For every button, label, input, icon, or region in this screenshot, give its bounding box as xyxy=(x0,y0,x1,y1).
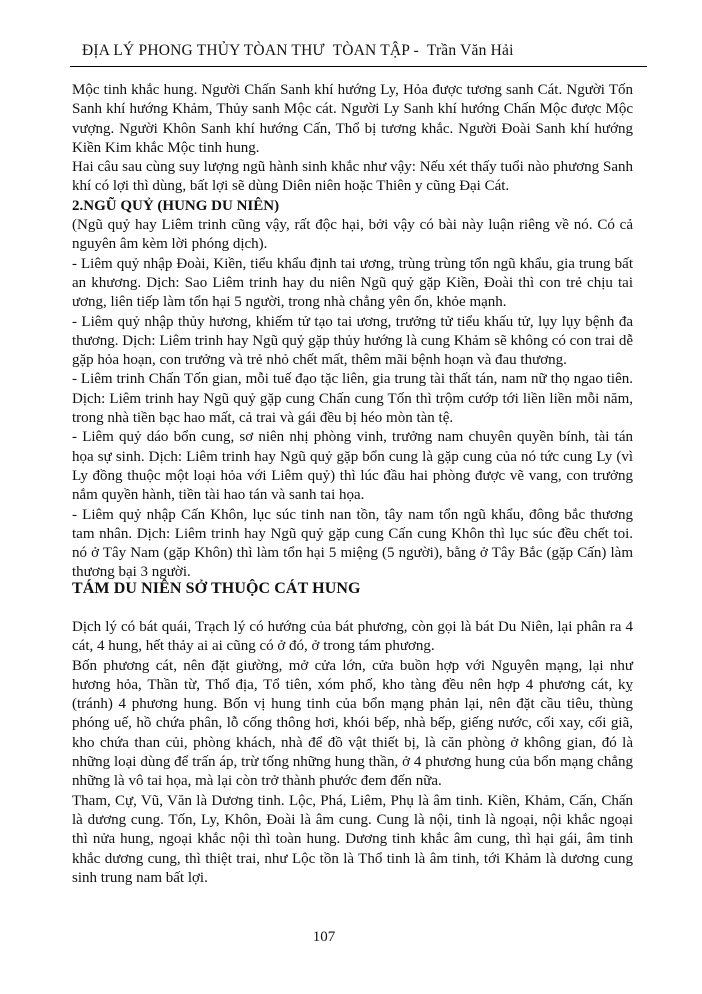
paragraph-liem-trinh-chan-ton: - Liêm trinh Chấn Tốn gian, mỗi tuế đạo tặc liên, gia trung tài thất tán, nam nữ thọ ngao tiên. Dịch: Liêm trinh hay Ngũ quỷ gặp cung Chấn cung Tốn thì trộm cướp tới liền liền mỗi năm, trong nhà tiền bạc hao mất, cả trai và gái đều bị héo mòn tàn tệ. xyxy=(72,371,633,427)
header-rule xyxy=(70,66,647,67)
paragraph-liem-quy-bon-cung: - Liêm quỷ dáo bổn cung, sơ niên nhị phòng vinh, trưởng nam chuyên quyền bính, tài tán họa sự sinh. Dịch: Liêm trinh hay Ngũ quỷ gặp bổn cung là gặp cung của nó tức cung Ly (vì Ly đồng thuộc một loại hỏa với Liêm quỷ) thì lúc đầu hai phòng được vẽ vang, con trưởng nắm quyền hành, tiền tài hao tán và sanh tai họa. xyxy=(72,429,633,504)
paragraph-hai-cau: Hai câu sau cùng suy lượng ngũ hành sinh khắc như vậy: Nếu xét thấy tuổi nào phương Sanh khí có lợi thì dùng, bất lợi sẽ dùng Diên niên hoặc Thiên y cũng Đại Cát. xyxy=(72,159,633,195)
section-heading-tam-du-nien: TÁM DU NIÊN SỞ THUỘC CÁT HUNG xyxy=(72,580,361,597)
section-heading-ngu-quy: 2.NGŨ QUỶ (HUNG DU NIÊN) xyxy=(72,197,280,214)
paragraph-dich-ly: Dịch lý có bát quái, Trạch lý có hướng của bát phương, còn gọi là bát Du Niên, lại phân ra 4 cát, 4 hung, hết thảy ai ai cũng có ở đó, ở trong tám phương. xyxy=(72,619,633,655)
paragraph-ngu-quy-intro: (Ngũ quỷ hay Liêm trinh cũng vậy, rất độc hại, bởi vậy có bài này luận riêng về nó. Có cả nguyên âm kèm lời phóng dịch). xyxy=(72,217,633,253)
paragraph-liem-quy-can-khon: - Liêm quỷ nhập Cấn Khôn, lục súc tinh nan tồn, tây nam tổn ngũ khẩu, đông bắc thương tam nhân. Dịch: Liêm trinh hay Ngũ quỷ gặp cung Cấn cung Khôn thì lục súc đều chết toi. nó ở Tây Nam (gặp Khôn) thì làm tổn hại 5 miệng (5 người), bằng ở Tây Bắc (gặp Cấn) làm thương bại 3 người. xyxy=(72,506,633,581)
page-number: 107 xyxy=(312,929,336,945)
paragraph-liem-quy-thuy-huong: - Liêm quỷ nhập thủy hương, khiếm tử tạo tai ương, trưởng tử tiểu khấu tử, lụy lụy bệnh đa thương. Dịch: Liêm trinh hay Ngũ quỷ gặp thủy hướng là cung Khảm sẽ không có con trai dễ gặp hỏa hoạn, con trưởng và trẻ nhỏ chết mất, thêm mãi bệnh hoạn và đau thương. xyxy=(72,313,633,369)
paragraph-bon-phuong-cat: Bốn phương cát, nên đặt giường, mở cửa lớn, cửa buồn hợp với Nguyên mạng, lại như hương hỏa, Thần từ, Thổ địa, Tổ tiên, xóm phố, kho tàng đều nên hợp 4 phương cát, kỵ (tránh) 4 phương hung. Bốn vị hung tinh của bổn mạng phản lại, nên đặt cầu tiêu, thùng phóng uế, hồ chứa phân, lỗ cống thông hơi, khói bếp, nhà bếp, giếng nước, cối xay, cối giã, kho chứa than củi, phòng khách, nhà để đồ vật thiết bị, là căn phòng ở không gian, đó là những loại dùng để trấn áp, trừ tống những hung thần, ở 4 phương hung của bổn mạng chẳng những là vô tai họa, mà lại còn trở thành phước đem đến nữa. xyxy=(72,657,633,790)
paragraph-tham-cu-vu-van: Tham, Cự, Vũ, Văn là Dương tinh. Lộc, Phá, Liêm, Phụ là âm tinh. Kiền, Khảm, Cấn, Chấn là dương cung. Tốn, Ly, Khôn, Đoài là âm cung. Cung là nội, tinh là ngoại, nội khắc ngoại thì nửa hung, ngoại khắc nội thì toàn hung. Dương tinh khắc âm cung, thì hại gái, âm tinh khắc dương cung, thì thiệt trai, như Lộc tồn là Thổ tinh là âm tinh, tới Khảm là dương cung sinh trung nam bất lợi. xyxy=(72,792,633,886)
page-header-title: ĐỊA LÝ PHONG THỦY TÒAN THƯ TÒAN TẬP - Trần Văn Hải xyxy=(82,42,514,59)
paragraph-moc-tinh: Mộc tinh khắc hung. Người Chấn Sanh khí hướng Ly, Hỏa được tương sanh Cát. Người Tốn Sanh khí hướng Khảm, Thủy sanh Mộc cát. Người Ly Sanh khí hướng Chấn Mộc được Mộc vượng. Người Khôn Sanh khí hướng Cấn, Thổ bị tương khắc. Người Đoài Sanh khí hướng Kiền Kim khắc Mộc tinh hung. xyxy=(72,82,633,156)
body-text-upper xyxy=(72,81,633,583)
body-text-lower xyxy=(72,618,633,888)
paragraph-liem-quy-doai-kien: - Liêm quỷ nhập Đoài, Kiền, tiểu khẩu định tai ương, trùng trùng tổn ngũ khẩu, gia trung bất an khương. Dịch: Sao Liêm trinh hay du niên Ngũ quỷ gặp Kiền, Đoài thì con trẻ chịu tai ương, liên tiếp làm tổn hại 5 người, trong nhà chẳng yên ổn, khỏe mạnh. xyxy=(72,255,633,311)
